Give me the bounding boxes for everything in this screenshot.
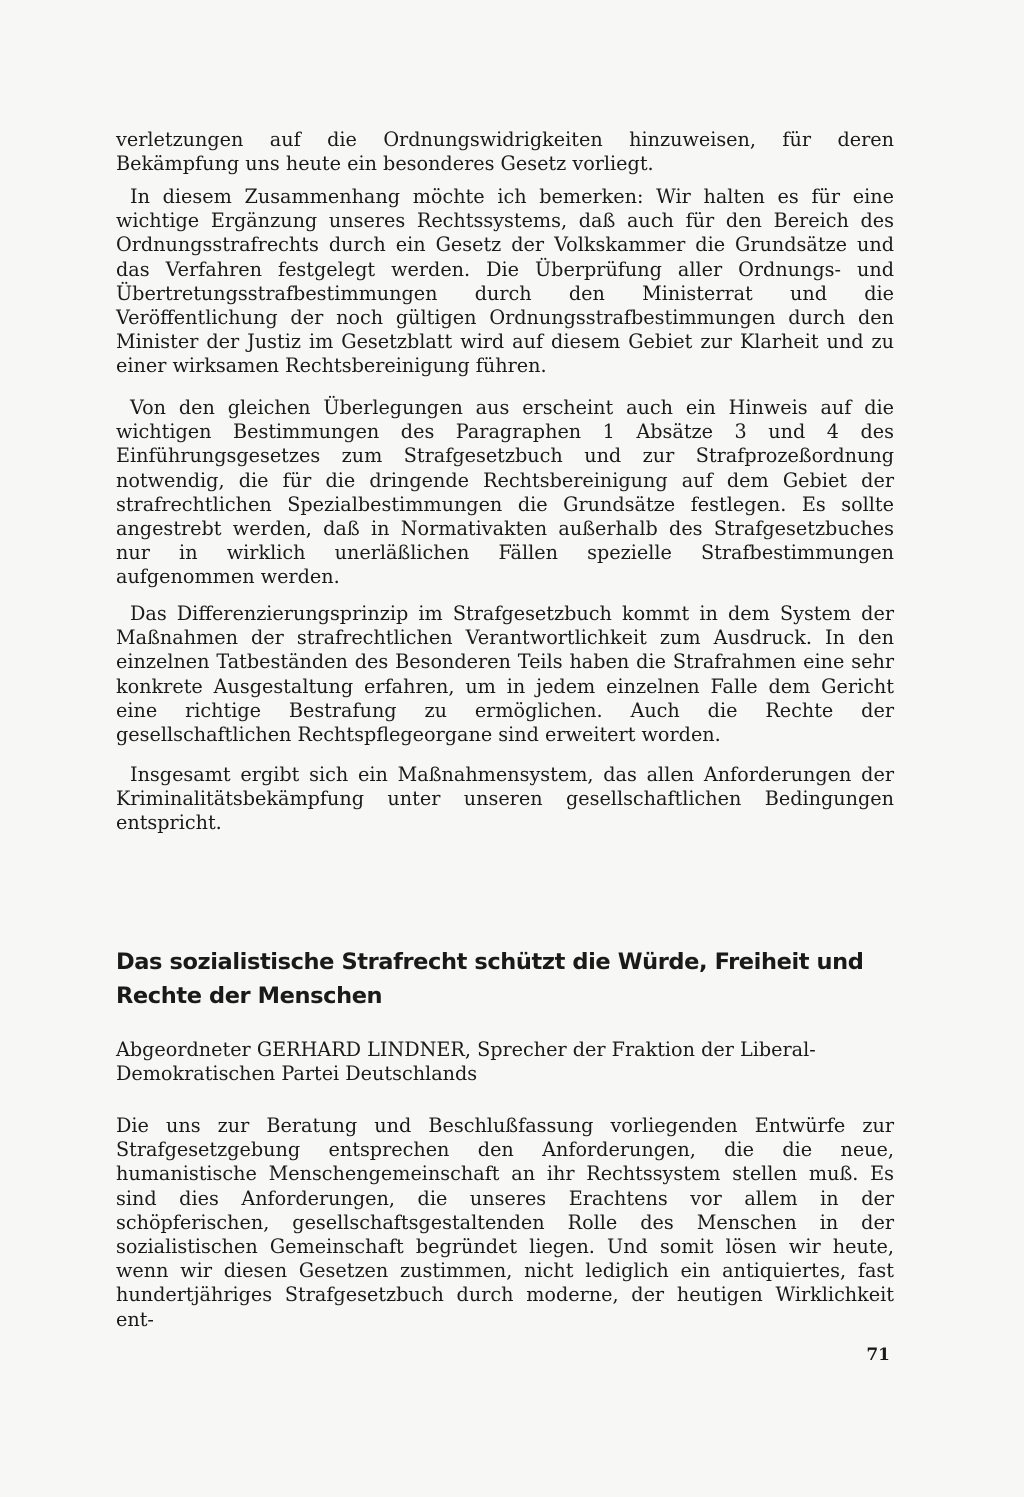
document-page — [116, 0, 894, 1497]
paragraph-einfuehrungsgesetz: Von den gleichen Überlegungen aus erscheint auch ein Hinweis auf die wichtigen Bestimmungen des Paragraphen 1 Absätze 3 und 4 des Einführungsgesetzes zum Strafgesetzbuch und zur Strafprozeßordnung notwendig, die für die dringende Rechtsbereinigung auf dem Gebiet der strafrechtlichen Spezialbestimmungen die Grundsätze festlegen. Es sollte angestrebt werden, daß in Normativakten außerhalb des Strafgesetzbuches nur in wirklich unerläßlichen Fällen spezielle Strafbestimmungen aufgenommen werden. — [116, 396, 894, 589]
paragraph-speech-opening: Die uns zur Beratung und Beschlußfassung vorliegenden Entwürfe zur Strafgesetzgebung entsprechen den Anforderungen, die die neue, humanistische Menschengemeinschaft an ihr Rechtssystem stellen muß. Es sind dies Anforderungen, die unseres Erachtens vor allem in der schöpferischen, gesellschaftsgestaltenden Rolle des Menschen in der sozialistischen Gemeinschaft begründet liegen. Und somit lösen wir heute, wenn wir diesen Gesetzen zustimmen, nicht lediglich ein antiquiertes, fast hundertjähriges Strafgesetzbuch durch moderne, der heutigen Wirklichkeit ent- — [116, 1114, 894, 1331]
paragraph-continuation: verletzungen auf die Ordnungswidrigkeiten hinzuweisen, für deren Bekämpfung uns heute ein besonderes Gesetz vorliegt. — [116, 128, 894, 176]
page-number: 71 — [866, 1345, 890, 1365]
paragraph-massnahmensystem: Insgesamt ergibt sich ein Maßnahmensystem, das allen Anforderungen der Kriminalitätsbekämpfung unter unseren gesellschaftlichen Bedingungen entspricht. — [116, 763, 894, 835]
paragraph-differenzierungsprinzip: Das Differenzierungsprinzip im Strafgesetzbuch kommt in dem System der Maßnahmen der strafrechtlichen Verantwortlichkeit zum Ausdruck. In den einzelnen Tatbeständen des Besonderen Teils haben die Strafrahmen eine sehr konkrete Ausgestaltung erfahren, um in jedem einzelnen Falle dem Gericht eine richtige Bestrafung zu ermöglichen. Auch die Rechte der gesellschaftlichen Rechtspflegeorgane sind erweitert worden. — [116, 602, 894, 747]
paragraph-ordnungsstrafrecht: In diesem Zusammenhang möchte ich bemerken: Wir halten es für eine wichtige Ergänzung unseres Rechtssystems, daß auch für den Bereich des Ordnungsstrafrechts durch ein Gesetz der Volkskammer die Grundsätze und das Verfahren festgelegt werden. Die Überprüfung aller Ordnungs- und Übertretungsstrafbestimmungen durch den Ministerrat und die Veröffentlichung der noch gültigen Ordnungsstrafbestimmungen durch den Minister der Justiz im Gesetzblatt wird auf diesem Gebiet zur Klarheit und zu einer wirksamen Rechtsbereinigung führen. — [116, 185, 894, 378]
speaker-line: Abgeordneter GERHARD LINDNER, Sprecher der Fraktion der Liberal-Demokratischen Partei Deutschlands — [116, 1038, 816, 1086]
section-heading: Das sozialistische Strafrecht schützt die Würde, Freiheit und Rechte der Menschen — [116, 949, 864, 1009]
